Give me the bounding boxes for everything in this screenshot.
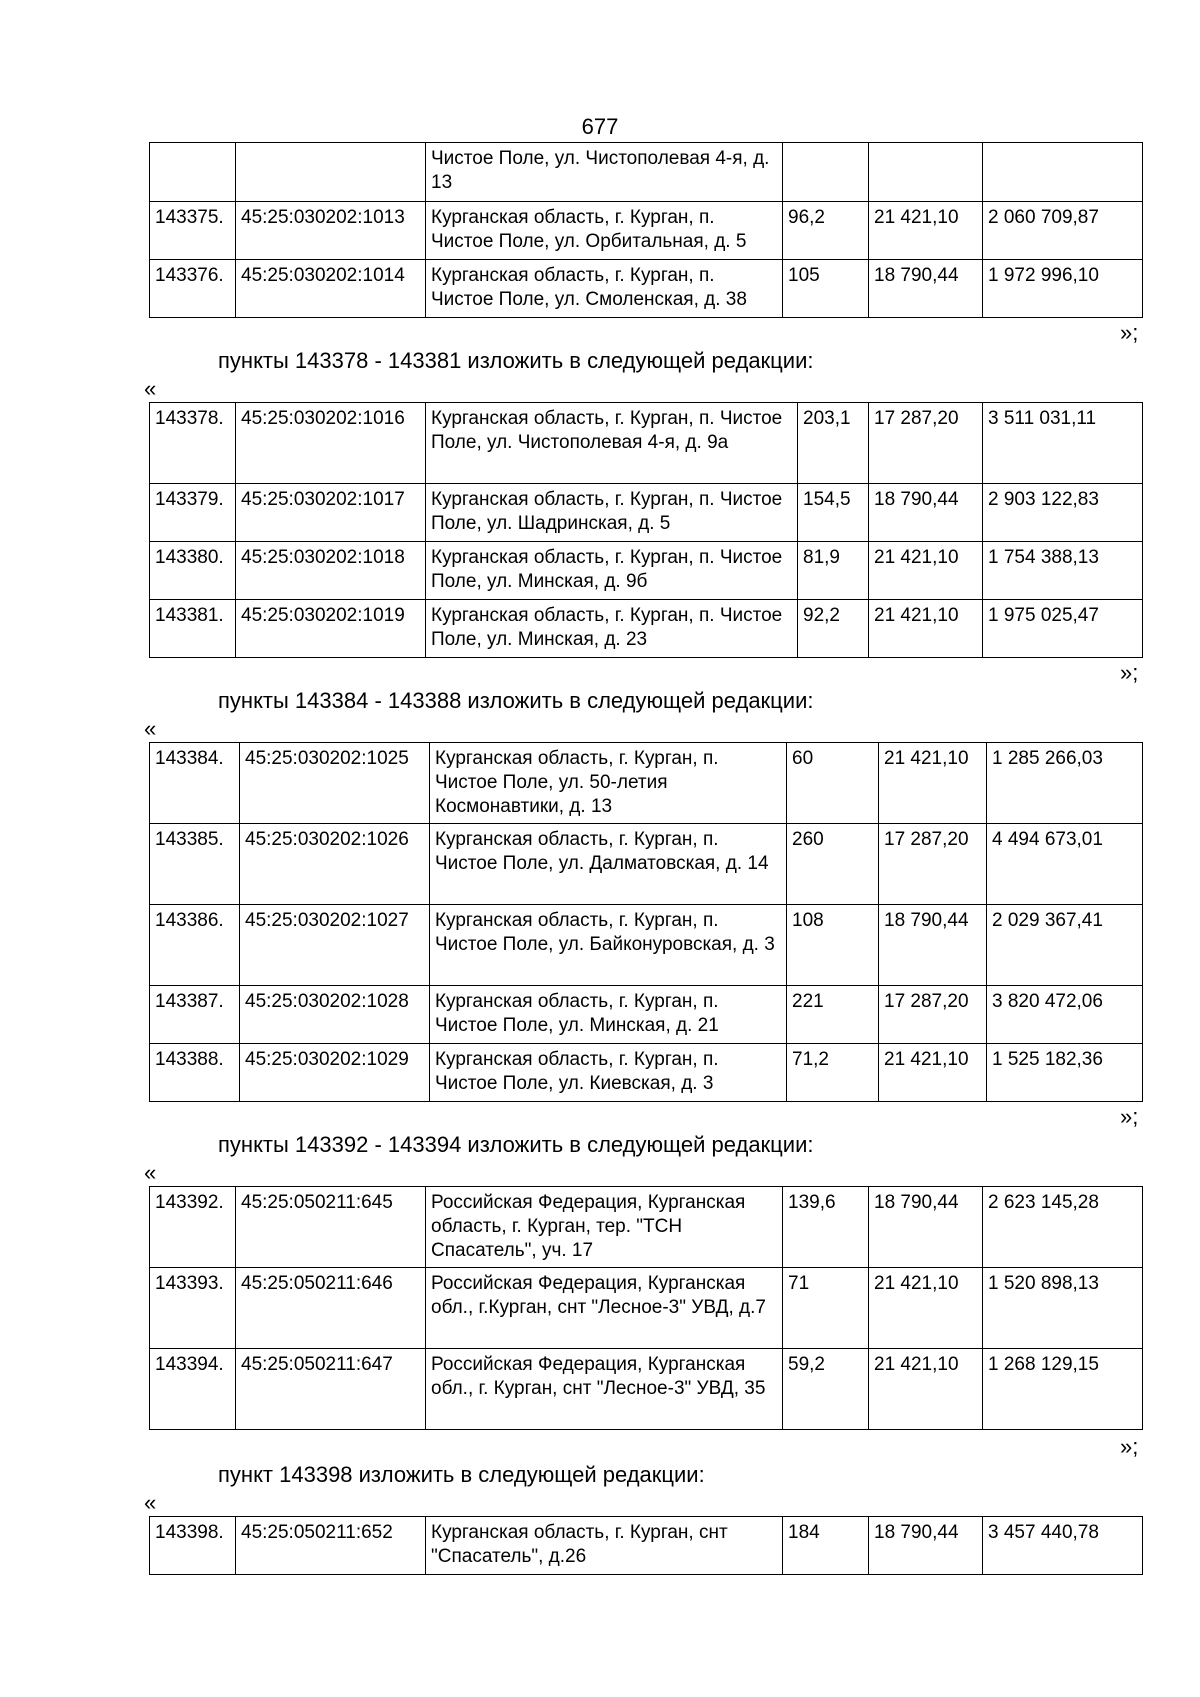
table-row — [150, 1187, 1143, 1268]
rate: 17 287,20 — [879, 986, 987, 1044]
area: 60 — [787, 743, 879, 824]
cadastral-number: 45:25:050211:647 — [236, 1349, 426, 1430]
rate: 21 421,10 — [869, 202, 983, 260]
row-number: 143384. — [150, 743, 240, 824]
area: 59,2 — [783, 1349, 869, 1430]
rate: 21 421,10 — [879, 1044, 987, 1102]
address: Российская Федерация, Курганская обл., г.Курган, снт "Лесное-3" УВД, д.7 — [426, 1268, 783, 1349]
closing-quote: »; — [1120, 1104, 1139, 1129]
row-number: 143386. — [150, 905, 240, 986]
address: Курганская область, г. Курган, п. Чистое Поле, ул. Смоленская, д. 38 — [426, 260, 783, 318]
table-row — [150, 260, 1143, 318]
row-number: 143385. — [150, 824, 240, 905]
area: 105 — [783, 260, 869, 318]
address: Курганская область, г. Курган, п. Чистое Поле, ул. Далматовская, д. 14 — [430, 824, 787, 905]
table-row — [150, 403, 1143, 484]
row-number — [150, 143, 236, 202]
section-heading: пункты 143378 - 143381 изложить в следующей редакции: — [218, 348, 814, 373]
cadastral-number: 45:25:030202:1026 — [240, 824, 430, 905]
cadastral-value: 2 903 122,83 — [983, 484, 1143, 542]
opening-quote: « — [144, 716, 157, 741]
cadastral-value: 3 511 031,11 — [983, 403, 1143, 484]
table-row — [150, 143, 1143, 202]
cadastral-number: 45:25:030202:1014 — [236, 260, 426, 318]
rate: 17 287,20 — [879, 824, 987, 905]
section-heading: пункт 143398 изложить в следующей редакции: — [218, 1462, 705, 1487]
cadastral-value: 1 285 266,03 — [987, 743, 1143, 824]
row-number: 143381. — [150, 600, 236, 658]
cadastral-number: 45:25:050211:652 — [236, 1517, 426, 1575]
address: Курганская область, г. Курган, п. Чистое Поле, ул. Орбитальная, д. 5 — [426, 202, 783, 260]
area: 71,2 — [787, 1044, 879, 1102]
address: Курганская область, г. Курган, п. Чистое Поле, ул. Байконуровская, д. 3 — [430, 905, 787, 986]
row-number: 143398. — [150, 1517, 236, 1575]
area — [783, 143, 869, 202]
address: Курганская область, г. Курган, п. Чистое Поле, ул. Чистополевая 4-я, д. 9а — [426, 403, 798, 484]
section-heading: пункты 143384 - 143388 изложить в следующей редакции: — [218, 688, 814, 713]
page-number: 677 — [581, 114, 619, 139]
rate: 18 790,44 — [869, 1187, 983, 1268]
cadastral-number: 45:25:050211:645 — [236, 1187, 426, 1268]
address: Курганская область, г. Курган, п. Чистое Поле, ул. 50-летия Космонавтики, д. 13 — [430, 743, 787, 824]
opening-quote: « — [144, 376, 157, 401]
rate: 21 421,10 — [869, 1268, 983, 1349]
area: 81,9 — [798, 542, 869, 600]
row-number: 143394. — [150, 1349, 236, 1430]
area: 203,1 — [798, 403, 869, 484]
rate: 21 421,10 — [869, 600, 983, 658]
address: Курганская область, г. Курган, снт "Спасатель", д.26 — [426, 1517, 783, 1575]
rate: 21 421,10 — [869, 542, 983, 600]
cadastral-number: 45:25:030202:1029 — [240, 1044, 430, 1102]
cadastral-value: 1 268 129,15 — [983, 1349, 1143, 1430]
rate: 18 790,44 — [869, 484, 983, 542]
cadastral-number: 45:25:030202:1013 — [236, 202, 426, 260]
table-row — [150, 600, 1143, 658]
cadastral-number — [236, 143, 426, 202]
area: 154,5 — [798, 484, 869, 542]
cadastral-value: 4 494 673,01 — [987, 824, 1143, 905]
cadastral-number: 45:25:030202:1018 — [236, 542, 426, 600]
table-row — [150, 484, 1143, 542]
cadastral-number: 45:25:030202:1017 — [236, 484, 426, 542]
table-row — [150, 905, 1143, 986]
cadastral-value: 2 029 367,41 — [987, 905, 1143, 986]
rate: 18 790,44 — [869, 260, 983, 318]
area: 71 — [783, 1268, 869, 1349]
rate — [869, 143, 983, 202]
row-number: 143375. — [150, 202, 236, 260]
cadastral-value: 1 975 025,47 — [983, 600, 1143, 658]
cadastral-number: 45:25:030202:1027 — [240, 905, 430, 986]
address: Курганская область, г. Курган, п. Чистое Поле, ул. Киевская, д. 3 — [430, 1044, 787, 1102]
table-row — [150, 743, 1143, 824]
registry-table-5 — [149, 1516, 1143, 1575]
row-number: 143392. — [150, 1187, 236, 1268]
opening-quote: « — [144, 1160, 157, 1185]
row-number: 143376. — [150, 260, 236, 318]
address: Курганская область, г. Курган, п. Чистое Поле, ул. Минская, д. 23 — [426, 600, 798, 658]
table-row — [150, 1268, 1143, 1349]
address: Российская Федерация, Курганская область, г. Курган, тер. "ТСН Спасатель", уч. 17 — [426, 1187, 783, 1268]
table-row — [150, 202, 1143, 260]
table-row — [150, 1044, 1143, 1102]
area: 92,2 — [798, 600, 869, 658]
cadastral-value — [983, 143, 1143, 202]
cadastral-value: 1 520 898,13 — [983, 1268, 1143, 1349]
rate: 17 287,20 — [869, 403, 983, 484]
registry-table-1 — [149, 142, 1143, 318]
registry-table-3 — [149, 742, 1143, 1102]
address: Курганская область, г. Курган, п. Чистое Поле, ул. Шадринская, д. 5 — [426, 484, 798, 542]
cadastral-number: 45:25:030202:1016 — [236, 403, 426, 484]
cadastral-value: 2 060 709,87 — [983, 202, 1143, 260]
address: Курганская область, г. Курган, п. Чистое Поле, ул. Минская, д. 9б — [426, 542, 798, 600]
cadastral-number: 45:25:030202:1025 — [240, 743, 430, 824]
area: 139,6 — [783, 1187, 869, 1268]
registry-table-2 — [149, 402, 1143, 658]
cadastral-value: 1 754 388,13 — [983, 542, 1143, 600]
table-row — [150, 1349, 1143, 1430]
cadastral-value: 1 972 996,10 — [983, 260, 1143, 318]
closing-quote: »; — [1120, 1434, 1139, 1459]
closing-quote: »; — [1120, 320, 1139, 345]
table-row — [150, 986, 1143, 1044]
rate: 18 790,44 — [879, 905, 987, 986]
opening-quote: « — [144, 1490, 157, 1515]
row-number: 143393. — [150, 1268, 236, 1349]
registry-table-4 — [149, 1186, 1143, 1430]
table-row — [150, 824, 1143, 905]
address: Курганская область, г. Курган, п. Чистое Поле, ул. Минская, д. 21 — [430, 986, 787, 1044]
area: 108 — [787, 905, 879, 986]
row-number: 143387. — [150, 986, 240, 1044]
rate: 18 790,44 — [869, 1517, 983, 1575]
cadastral-value: 1 525 182,36 — [987, 1044, 1143, 1102]
area: 96,2 — [783, 202, 869, 260]
row-number: 143378. — [150, 403, 236, 484]
closing-quote: »; — [1120, 660, 1139, 685]
row-number: 143379. — [150, 484, 236, 542]
area: 184 — [783, 1517, 869, 1575]
row-number: 143380. — [150, 542, 236, 600]
address: Российская Федерация, Курганская обл., г. Курган, снт "Лесное-3" УВД, 35 — [426, 1349, 783, 1430]
cadastral-number: 45:25:030202:1028 — [240, 986, 430, 1044]
row-number: 143388. — [150, 1044, 240, 1102]
area: 260 — [787, 824, 879, 905]
cadastral-value: 3 457 440,78 — [983, 1517, 1143, 1575]
cadastral-number: 45:25:050211:646 — [236, 1268, 426, 1349]
rate: 21 421,10 — [879, 743, 987, 824]
table-row — [150, 1517, 1143, 1575]
address: Чистое Поле, ул. Чистополевая 4-я, д. 13 — [426, 143, 783, 202]
cadastral-value: 2 623 145,28 — [983, 1187, 1143, 1268]
cadastral-number: 45:25:030202:1019 — [236, 600, 426, 658]
area: 221 — [787, 986, 879, 1044]
section-heading: пункты 143392 - 143394 изложить в следующей редакции: — [218, 1132, 814, 1157]
table-row — [150, 542, 1143, 600]
cadastral-value: 3 820 472,06 — [987, 986, 1143, 1044]
rate: 21 421,10 — [869, 1349, 983, 1430]
